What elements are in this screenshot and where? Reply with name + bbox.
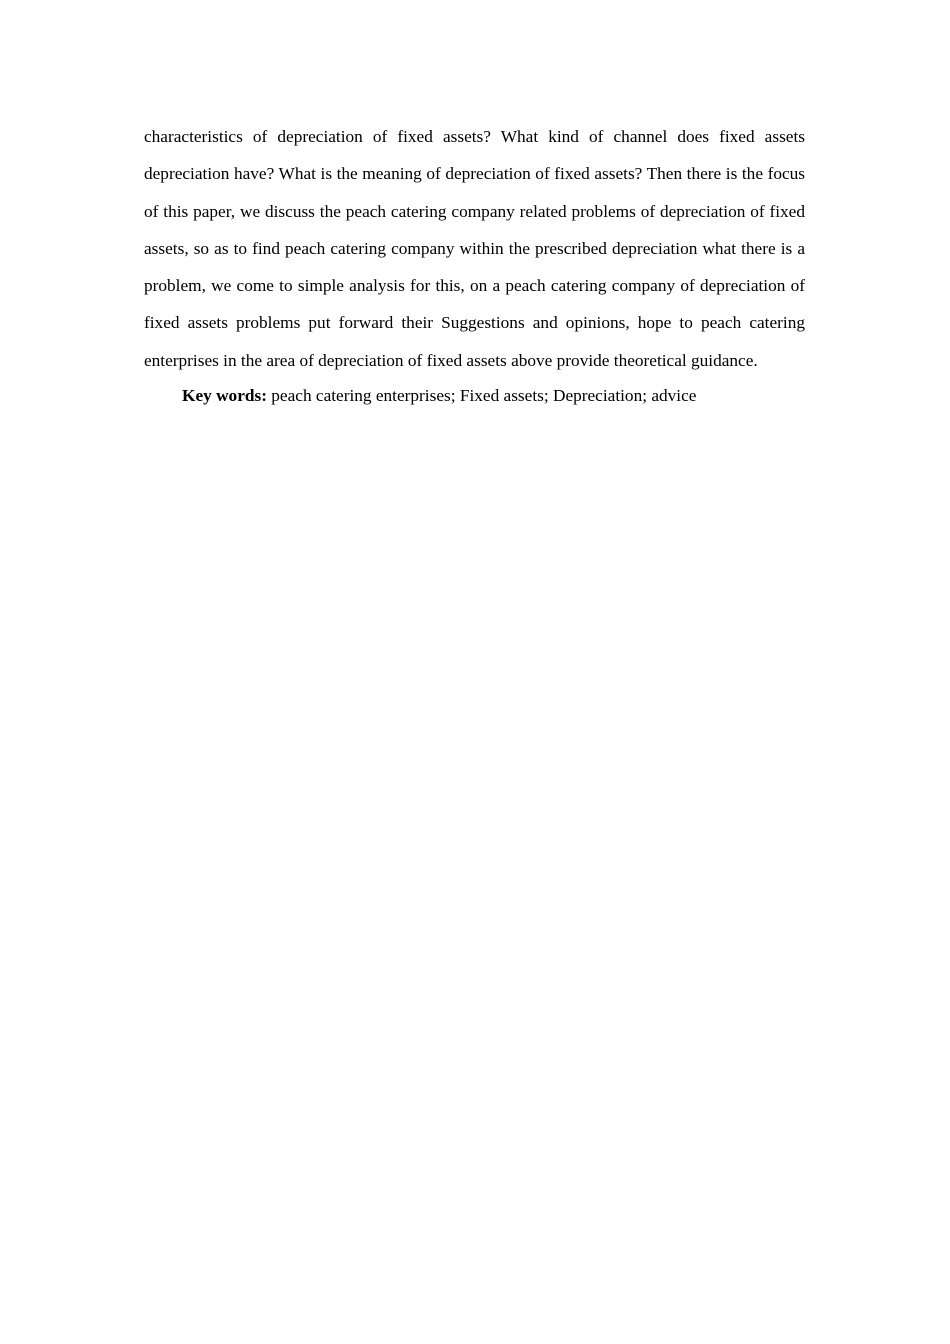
abstract-paragraph: characteristics of depreciation of fixed assets? What kind of channel does fixed assets depreciation have? What is the meaning of depreciation of fixed assets? Then there is the focus of this paper, we discuss the peach catering company related problems of depreciation of fixed assets, so as to find peach catering company within the prescribed depreciation what there is a problem, we come to simple analysis for this, on a peach catering company of depreciation of fixed assets problems put forward their Suggestions and opinions, hope to peach catering enterprises in the area of depreciation of fixed assets above provide theoretical guidance. <box>144 127 805 370</box>
abstract-section <box>144 118 805 414</box>
keywords-label: Key words: <box>182 386 267 406</box>
keywords-line <box>144 377 805 414</box>
keywords-text: peach catering enterprises; Fixed assets; Depreciation; advice <box>266 386 697 406</box>
